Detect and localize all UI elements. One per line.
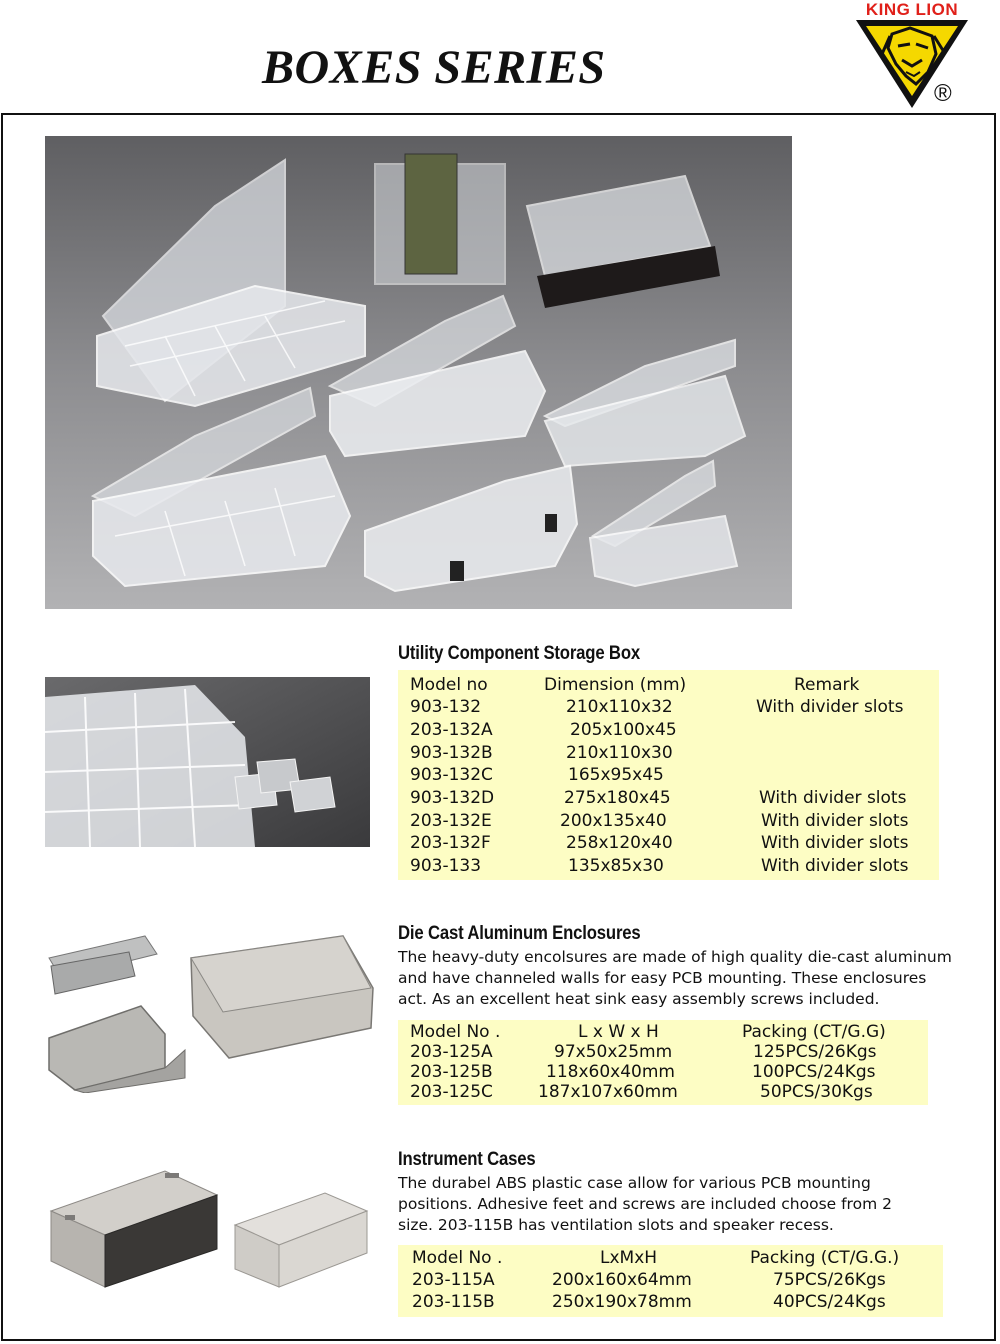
model-cell: 203-132F [410,833,491,853]
diecast-heading: Die Cast Aluminum Enclosures [398,923,641,944]
diecast-table [398,1020,928,1105]
dimension-cell: 187x107x60mm [538,1082,678,1102]
packing-cell: 50PCS/30Kgs [760,1082,873,1102]
packing-cell: 75PCS/26Kgs [773,1270,886,1290]
model-cell: 203-132A [410,720,493,740]
table-row [398,765,939,788]
model-cell: 903-133 [410,856,482,876]
packing-cell: 40PCS/24Kgs [773,1292,886,1312]
page-title: BOXES SERIES [262,41,606,94]
dimension-cell: 258x120x40 [566,833,673,853]
dimension-cell: 135x85x30 [568,856,664,876]
instrument-table [398,1245,943,1317]
column-header: Model no [410,675,488,695]
king-lion-logo [852,0,972,110]
table-row [398,743,939,766]
model-cell: 203-125A [410,1042,493,1062]
description-line: and have channeled walls for easy PCB mounting. These enclosures [398,969,927,987]
main-photo [45,136,792,609]
storage-boxes-illustration [45,136,792,609]
description-line: act. As an excellent heat sink easy assembly screws included. [398,990,880,1008]
table-row [398,811,939,834]
dimension-cell: 200x135x40 [560,811,667,831]
packing-cell: 100PCS/24Kgs [752,1062,876,1082]
column-header: L x W x H [578,1022,659,1042]
model-cell: 903-132 [410,697,482,717]
model-cell: 203-115B [412,1292,495,1312]
table-header-row [398,675,939,698]
lion-head-icon [852,14,972,110]
model-cell: 903-132D [410,788,495,808]
remark-cell: With divider slots [761,833,909,853]
packing-cell: 125PCS/26Kgs [753,1042,877,1062]
table-row [398,1270,943,1293]
dimension-cell: 97x50x25mm [554,1042,673,1062]
instrument-photo [45,1165,370,1290]
utility-heading: Utility Component Storage Box [398,643,640,664]
logo-text: KING LION [865,0,959,19]
dimension-cell: 200x160x64mm [552,1270,692,1290]
storage-box-dividers-illustration [45,677,370,847]
aluminum-enclosures-illustration [45,928,375,1093]
instrument-description [398,1173,993,1236]
column-header: Model No . [412,1248,503,1268]
table-header-row [398,1248,943,1271]
dimension-cell: 275x180x45 [564,788,671,808]
utility-photo [45,677,370,847]
utility-table [398,670,939,880]
table-row [398,788,939,811]
dimension-cell: 118x60x40mm [546,1062,675,1082]
instrument-heading: Instrument Cases [398,1149,536,1170]
dimension-cell: 250x190x78mm [552,1292,692,1312]
column-header: Packing (CT/G.G) [742,1022,886,1042]
table-row [398,833,939,856]
table-row [398,856,939,879]
remark-cell: With divider slots [756,697,904,717]
description-line: positions. Adhesive feet and screws are included choose from 2 [398,1195,892,1213]
dimension-cell: 210x110x30 [566,743,673,763]
model-cell: 903-132B [410,743,493,763]
remark-cell: With divider slots [759,788,907,808]
model-cell: 203-115A [412,1270,495,1290]
dimension-cell: 210x110x32 [566,697,673,717]
table-row [398,697,939,720]
model-cell: 203-125B [410,1062,493,1082]
diecast-photo [45,928,375,1093]
table-row [398,1082,928,1105]
model-cell: 203-132E [410,811,492,831]
table-row [398,720,939,743]
description-line: size. 203-115B has ventilation slots and speaker recess. [398,1216,834,1234]
dimension-cell: 205x100x45 [570,720,677,740]
diecast-description [398,947,993,1010]
model-cell: 203-125C [410,1082,493,1102]
column-header: Packing (CT/G.G.) [750,1248,900,1268]
remark-cell: With divider slots [761,856,909,876]
registered-mark: ® [934,80,952,107]
abs-instrument-cases-illustration [45,1165,370,1290]
dimension-cell: 165x95x45 [568,765,664,785]
model-cell: 903-132C [410,765,493,785]
column-header: LxMxH [600,1248,658,1268]
description-line: The durabel ABS plastic case allow for various PCB mounting [398,1174,871,1192]
column-header: Remark [794,675,860,695]
remark-cell: With divider slots [761,811,909,831]
description-line: The heavy-duty encolsures are made of high quality die-cast aluminum [398,948,952,966]
table-row [398,1292,943,1315]
column-header: Dimension (mm) [544,675,687,695]
column-header: Model No . [410,1022,501,1042]
